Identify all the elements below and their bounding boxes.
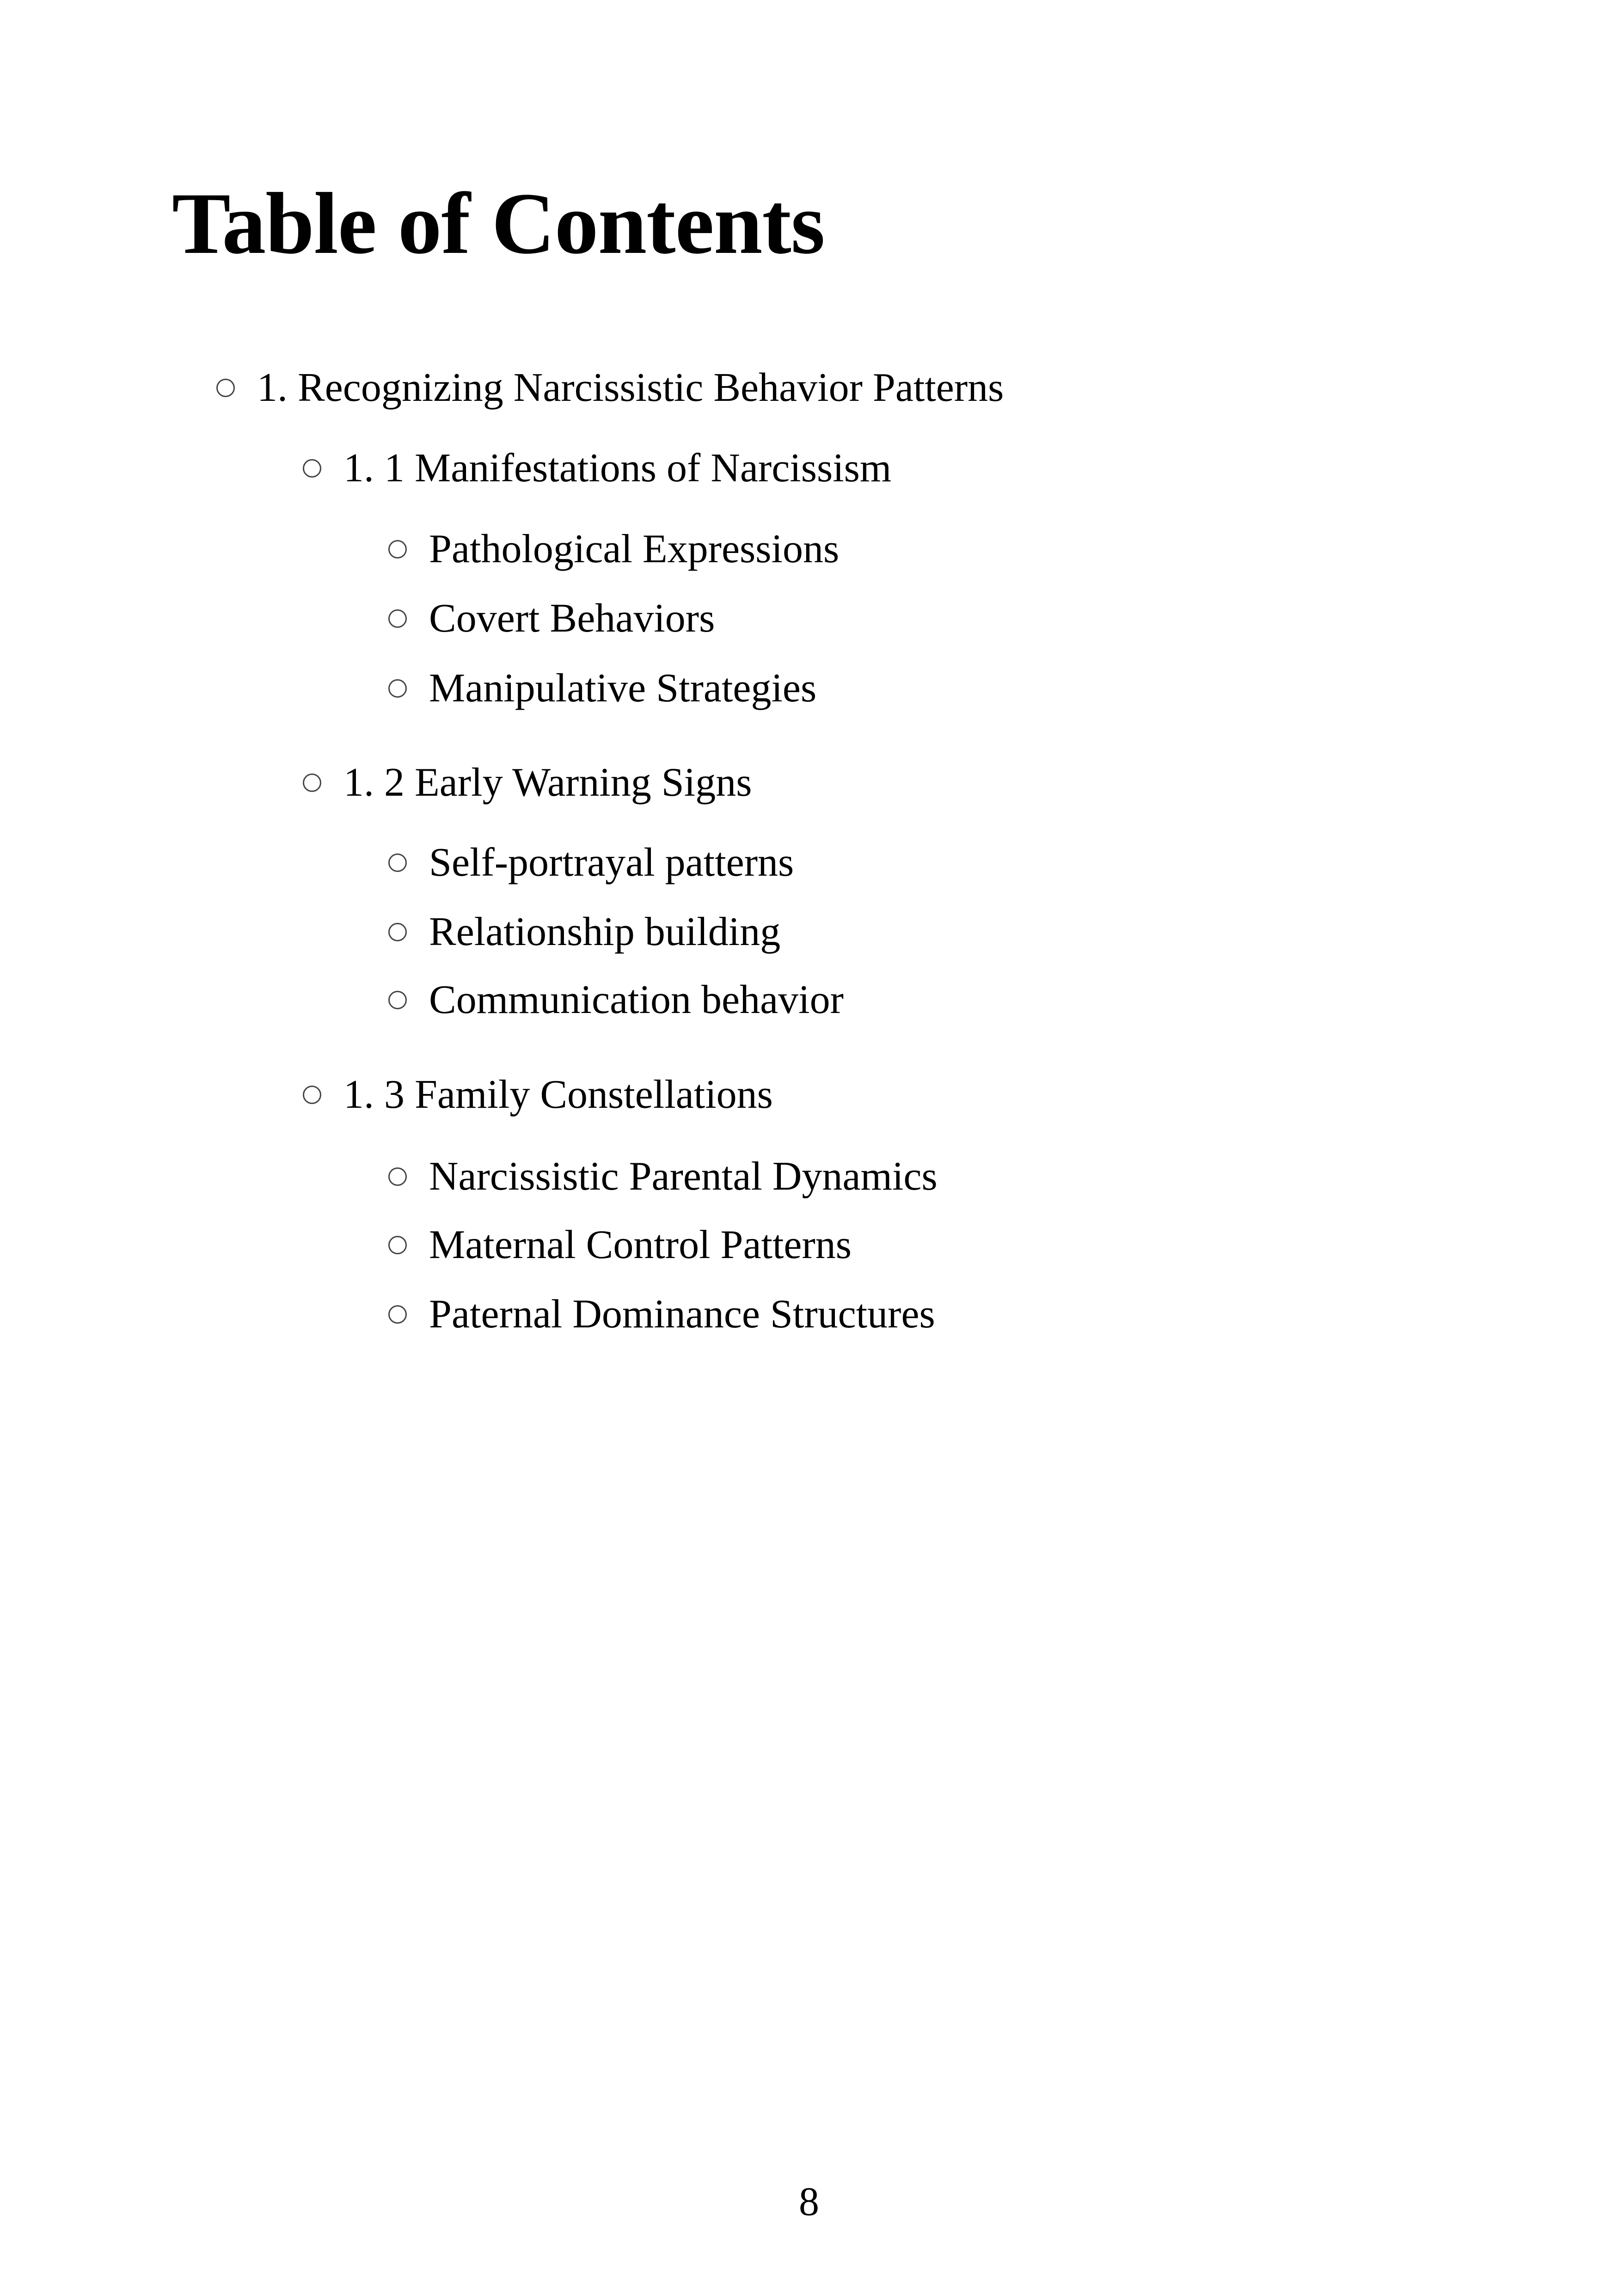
toc-section-label: 1. 3 Family Constellations [343,1072,773,1117]
toc-item-label: Paternal Dominance Structures [429,1292,935,1337]
toc-item[interactable] [388,594,715,643]
hollow-circle-bullet-icon [388,1305,407,1324]
hollow-circle-bullet-icon [303,459,321,478]
page-title: Table of Contents [172,175,825,272]
hollow-circle-bullet-icon [388,1236,407,1254]
toc-item[interactable] [388,525,839,574]
toc-item-label: Pathological Expressions [429,527,840,571]
toc-item[interactable] [388,976,844,1025]
hollow-circle-bullet-icon [303,1086,321,1104]
hollow-circle-bullet-icon [388,923,407,941]
toc-item-label: Narcissistic Parental Dynamics [429,1154,938,1199]
toc-section-label: 1. 1 Manifestations of Narcissism [343,446,892,491]
toc-item[interactable] [388,1290,935,1339]
toc-item[interactable] [388,664,816,713]
toc-section-label: 1. 2 Early Warning Signs [343,760,752,805]
toc-item-label: Relationship building [429,909,781,954]
hollow-circle-bullet-icon [388,679,407,698]
page-number: 8 [799,2179,819,2224]
toc-section-1-1[interactable] [303,444,891,493]
toc-chapter-1[interactable] [216,363,1004,412]
toc-item-label: Manipulative Strategies [429,666,817,711]
hollow-circle-bullet-icon [303,774,321,792]
hollow-circle-bullet-icon [388,853,407,872]
toc-item-label: Self-portrayal patterns [429,840,794,885]
toc-section-1-3[interactable] [303,1070,773,1119]
toc-item[interactable] [388,908,780,957]
toc-item[interactable] [388,1152,938,1201]
toc-item-label: Communication behavior [429,977,844,1022]
toc-item-label: Covert Behaviors [429,596,715,641]
toc-chapter-label: 1. Recognizing Narcissistic Behavior Patterns [257,365,1004,410]
hollow-circle-bullet-icon [388,609,407,628]
toc-item[interactable] [388,838,794,887]
hollow-circle-bullet-icon [388,540,407,559]
hollow-circle-bullet-icon [388,1167,407,1186]
toc-item[interactable] [388,1221,852,1270]
toc-item-label: Maternal Control Patterns [429,1222,852,1267]
hollow-circle-bullet-icon [216,379,235,397]
hollow-circle-bullet-icon [388,991,407,1009]
toc-section-1-2[interactable] [303,758,752,807]
